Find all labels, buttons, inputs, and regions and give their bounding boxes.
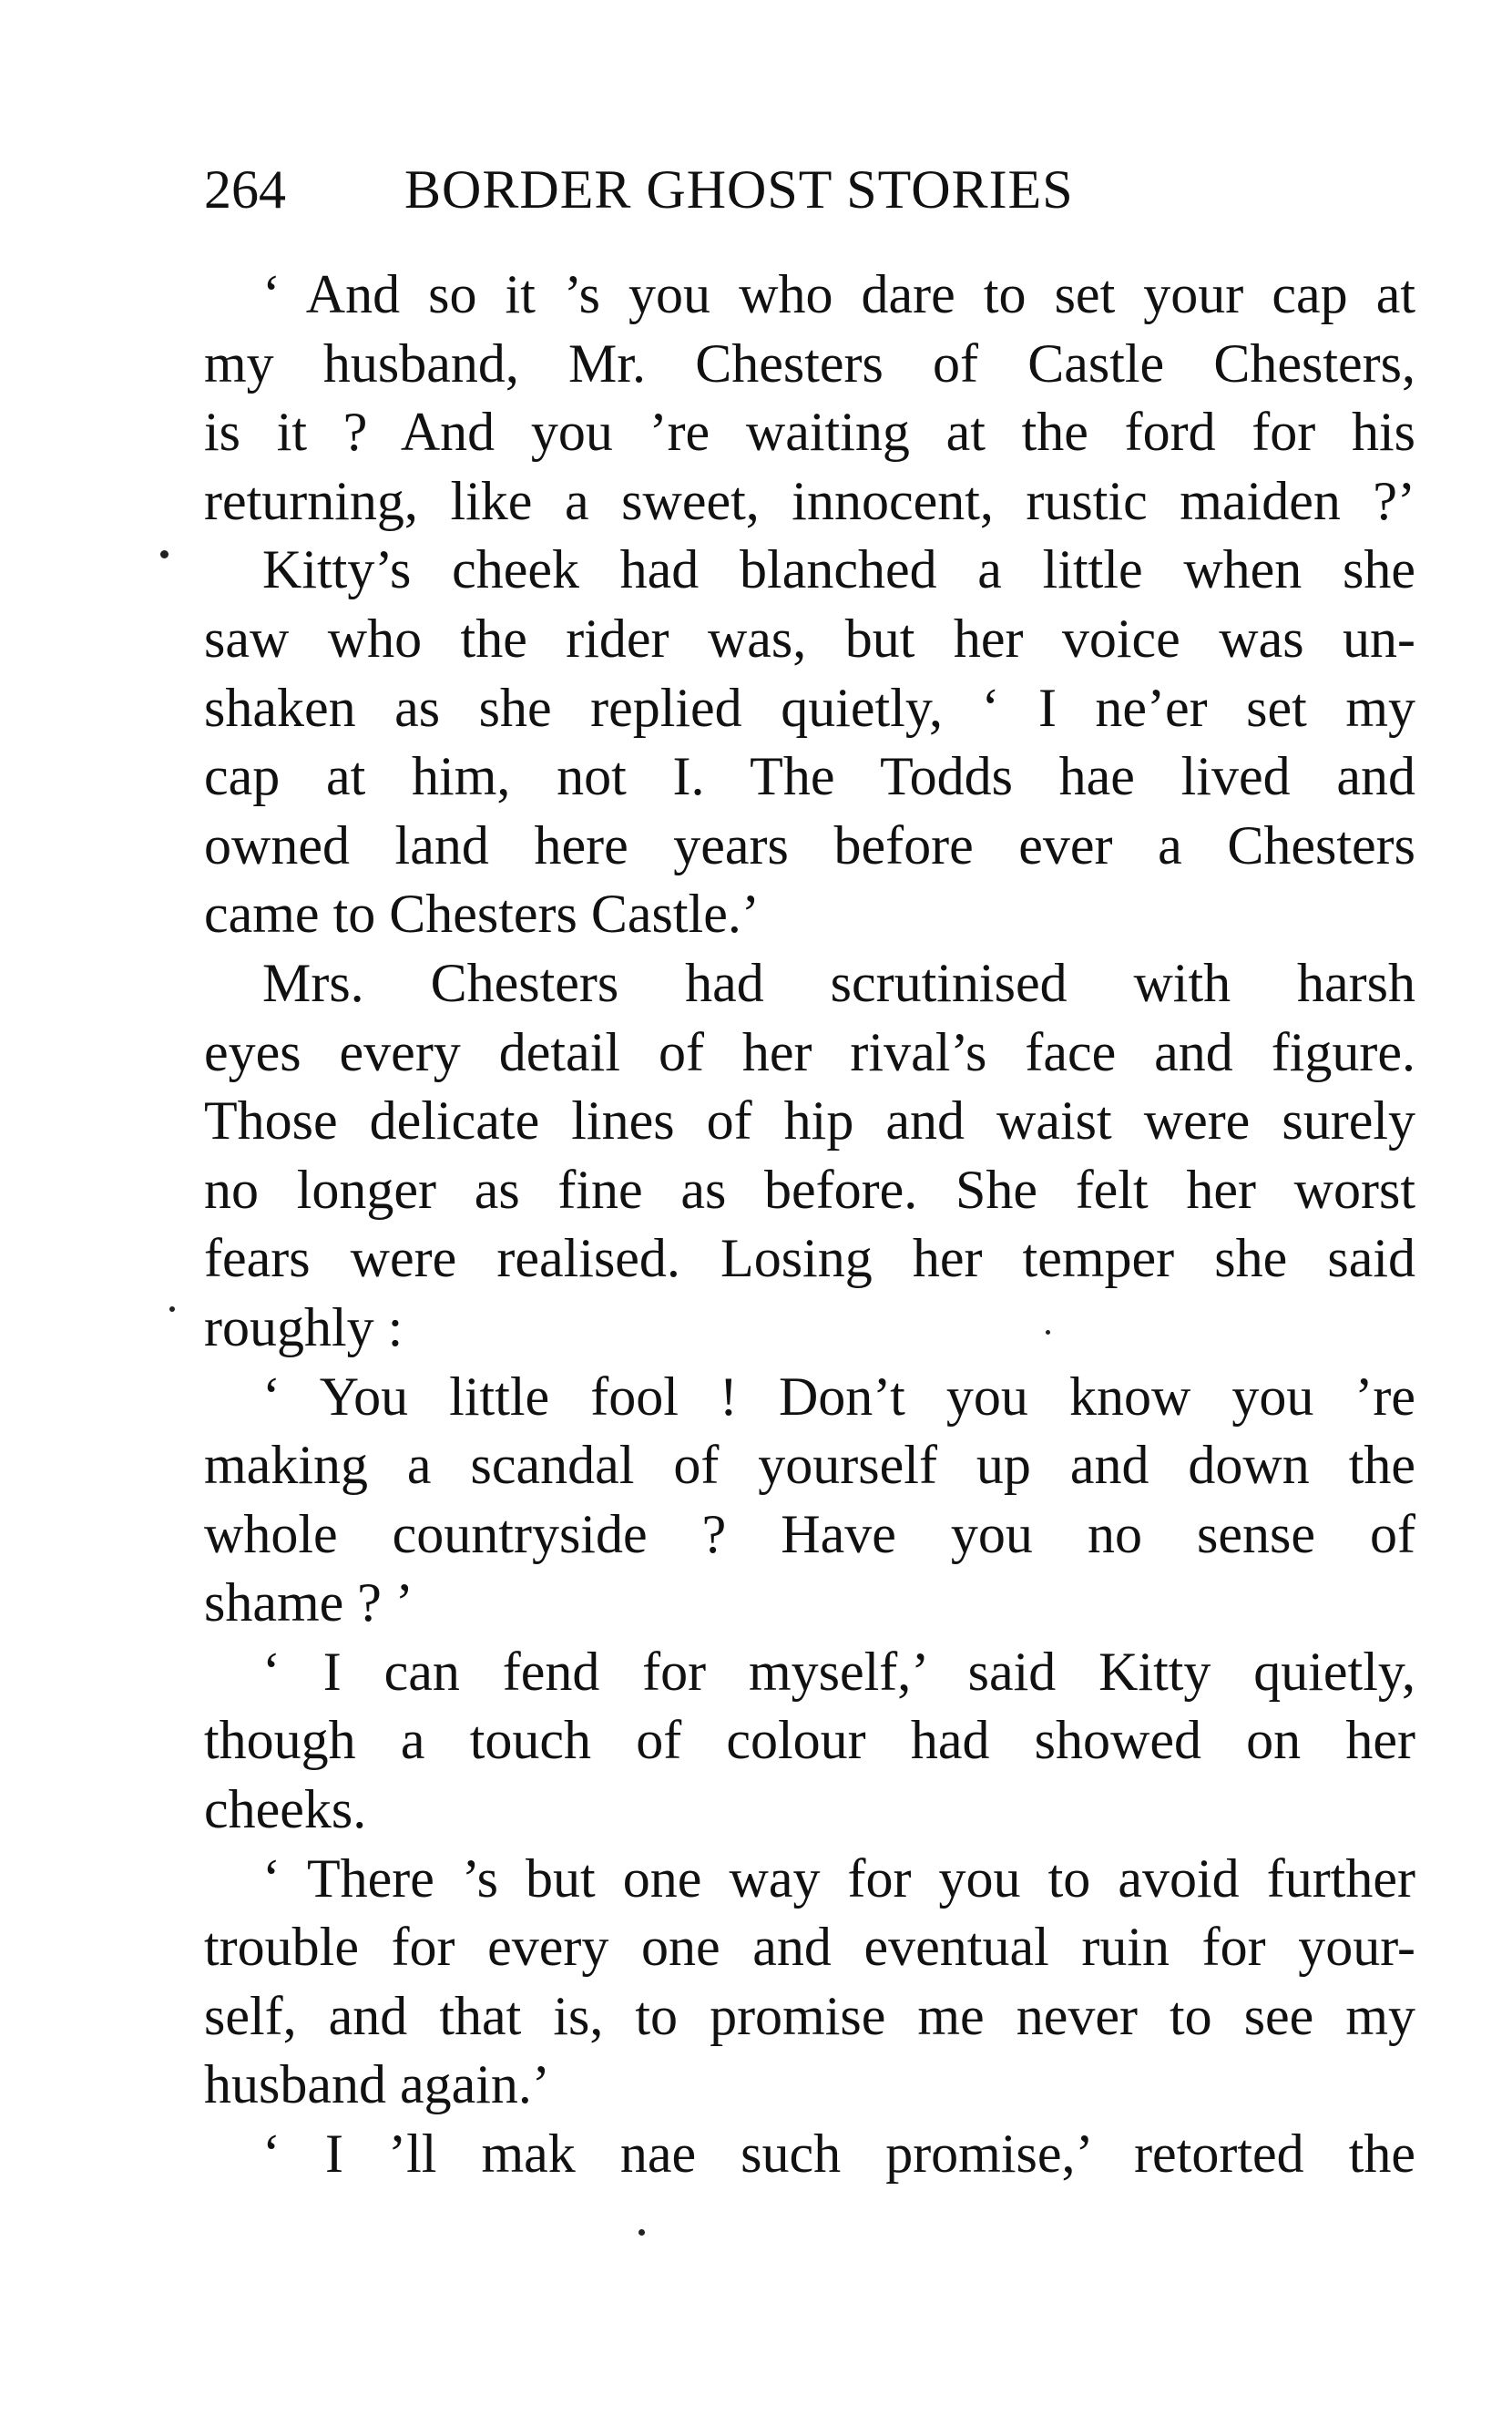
running-title: BORDER GHOST STORIES [404, 159, 1074, 220]
text-line: ‘ There ’s but one way for you to avoid further [262, 1847, 1415, 1909]
text-line: ‘ And so it ’s you who dare to set your cap at [262, 264, 1415, 324]
text-line: saw who the rider was, but her voice was un- [204, 608, 1415, 669]
text-line: owned land here years before ever a Chesters [204, 814, 1415, 875]
text-line: cheeks. [204, 1779, 367, 1840]
text-line: shaken as she replied quietly, ‘ I ne’er set my [204, 677, 1415, 738]
ink-speck [639, 2229, 645, 2236]
text-line: ‘ You little fool ! Don’t you know you ’re [262, 1366, 1415, 1427]
text-line: cap at him, not I. The Todds hae lived and [204, 746, 1415, 807]
text-line: Mrs. Chesters had scrutinised with harsh [262, 952, 1415, 1013]
text-line: ‘ I ’ll mak nae such promise,’ retorted the [262, 2124, 1415, 2185]
text-line: husband again.’ [204, 2054, 550, 2115]
text-line: my husband, Mr. Chesters of Castle Chesters, [204, 333, 1415, 394]
text-line: though a touch of colour had showed on her [204, 1710, 1415, 1771]
text-line: Kitty’s cheek had blanched a little when she [262, 539, 1415, 600]
text-line: self, and that is, to promise me never to see my [204, 1985, 1415, 2046]
ink-speck [169, 1306, 175, 1312]
text-line: roughly : [204, 1296, 404, 1357]
text-line: is it ? And you ’re waiting at the ford for his [204, 402, 1415, 463]
body-text [204, 261, 1415, 2189]
page-number: 264 [204, 159, 286, 220]
text-line: shame ? ’ [204, 1572, 414, 1633]
text-line: no longer as fine as before. She felt her worst [204, 1159, 1415, 1220]
text-line: ‘ I can fend for myself,’ said Kitty quietly, [262, 1641, 1415, 1702]
text-line: trouble for every one and eventual ruin for your- [204, 1917, 1415, 1978]
text-line: whole countryside ? Have you no sense of [204, 1503, 1415, 1564]
text-line: came to Chesters Castle.’ [204, 884, 760, 945]
text-line: Those delicate lines of hip and waist were surely [204, 1090, 1415, 1151]
running-head [204, 153, 1297, 226]
text-line: returning, like a sweet, innocent, rustic maiden ?’ [204, 470, 1415, 531]
ink-speck [160, 550, 169, 558]
text-line: fears were realised. Losing her temper she said [204, 1228, 1415, 1289]
ink-speck [1046, 1330, 1050, 1335]
text-line: making a scandal of yourself up and down the [204, 1435, 1415, 1496]
text-line: eyes every detail of her rival’s face and figure. [204, 1021, 1415, 1082]
